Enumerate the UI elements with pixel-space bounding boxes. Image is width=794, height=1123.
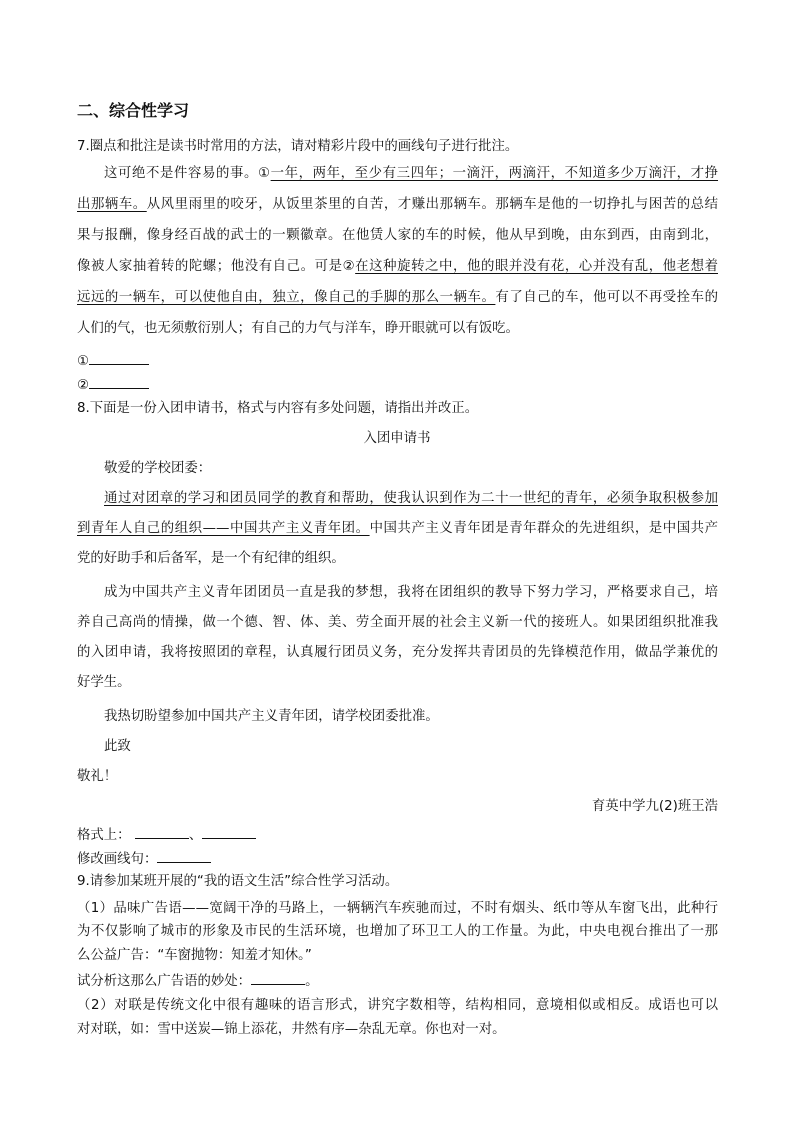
q7-passage-line-1 [104,166,718,182]
closing-line-1: 此致 [104,739,131,754]
q9-s1-question: 试分析这那么广告语的妙处： [77,974,252,989]
q7-answer-1 [77,352,718,370]
application-p3: 我热切盼望参加中国共产主义青年团，请学校团委批准。 [104,709,439,724]
q8-format-answer [77,826,718,844]
answer-blank[interactable] [251,972,305,985]
application-salutation: 敬爱的学校团委： [104,461,212,476]
q8-prompt: 8.下面是一份入团申请书，格式与内容有多处问题，请指出并改正。 [77,401,479,416]
section-title: 二、综合性学习 [77,101,190,120]
q8-revise-answer [77,850,718,868]
q7-passage-line-6: 人们的气，也无须敷衍别人；有自己的力气与洋车，睁开眼就可以有饭吃。 [77,321,519,336]
application-p1-line-3: 党的好助手和后备军，是一个有纪律的组织。 [77,551,345,566]
q7-answer-2 [77,376,718,394]
q7-passage-text: 从风里雨里的咬牙，从饭里茶里的自苦，才赚出那辆车。那辆车是他的一切挣扎与困苦的总结 [146,197,718,212]
answer-blank[interactable] [202,826,256,839]
q7-passage-text: 像被人家抽着转的陀螺；他没有自己。可是 [77,259,343,274]
q7-passage-line-5 [77,290,718,306]
q7-passage-line-2 [77,197,718,213]
application-title: 入团申请书 [363,431,431,446]
application-p2-line-2: 养自己高尚的情操，做一个德、智、体、美、劳全面开展的社会主义新一代的接班人。如果团组织批准我 [77,615,718,630]
application-p1-line-1 [104,491,718,507]
q7-marker-2: ② [342,259,356,274]
application-p1-line-2 [77,521,718,537]
q7-passage-line-3: 果与报酬，像身经百战的武士的一颗徽章。在他赁人家的车的时候，他从早到晚，由东到西，由南到北， [77,228,718,243]
closing-line-2: 敬礼！ [77,769,118,784]
answer-blank[interactable] [135,826,189,839]
q9-s1-period: 。 [305,974,319,989]
q7-passage-line-4 [77,259,718,275]
answer-marker: ② [77,378,90,393]
q9-s1-line-1: （1）品味广告语——宽阔干净的马路上，一辆辆汽车疾驰而过，不时有烟头、纸巾等从车窗飞出，此种行 [77,901,718,916]
q7-underlined-sentence-2-cont: 远远的一辆车，可以使他自由，独立，像自己的手脚的那么一辆车。 [77,290,496,305]
underlined-sentence-cont: 到青年人自己的组织——中国共产主义青年团。 [77,521,370,536]
q9-s1-line-4 [77,972,718,990]
format-separator: 、 [188,828,203,843]
answer-marker: ① [77,354,90,369]
q9-s1-line-3: 么公益广告：“车窗抛物：知羞才知休。” [77,948,312,963]
q7-passage-text: 这可绝不是件容易的事。 [104,166,258,181]
q7-prompt: 7.圈点和批注是读书时常用的方法，请对精彩片段中的画线句子进行批注。 [77,139,519,154]
q7-marker-1: ① [258,166,271,181]
answer-blank[interactable] [89,376,149,389]
application-text: 中国共产主义青年团是青年群众的先进组织，是中国共产 [369,521,719,536]
application-signature: 育英中学九(2)班王浩 [591,799,718,814]
revise-label: 修改画线句： [77,852,158,867]
q7-passage-text: 有了自己的车，他可以不再受拴车的 [495,290,718,305]
q9-s1-line-2: 为不仅影响了城市的形象及市民的生活环境，也增加了环卫工人的工作量。为此，中央电视台推出了一那 [77,924,718,939]
q7-underlined-sentence-1: 一年，两年，至少有三四年；一滴汗，两滴汗，不知道多少万滴汗，才挣 [270,166,719,181]
format-label: 格式上： [77,828,131,843]
q7-underlined-sentence-1-cont: 出那辆车。 [77,197,147,212]
q9-prompt: 9.请参加某班开展的“我的语文生活”综合性学习活动。 [77,874,399,889]
q9-s2-line-1: （2）对联是传统文化中很有趣味的语言形式，讲究字数相等，结构相同，意境相似或相反。成语也可以 [77,998,718,1013]
underlined-sentence: 通过对团章的学习和团员同学的教育和帮助，使我认识到作为二十一世纪的青年，必须争取积极参加 [104,491,718,506]
application-p2-line-4: 好学生。 [77,675,131,690]
application-p2-line-3: 的入团申请，我将按照团的章程，认真履行团员义务，充分发挥共青团员的先锋模范作用，做品学兼优的 [77,645,718,660]
application-p2-line-1: 成为中国共产主义青年团团员一直是我的梦想，我将在团组织的教导下努力学习，严格要求自己，培 [104,585,718,600]
answer-blank[interactable] [157,850,211,863]
q7-underlined-sentence-2: 在这种旋转之中，他的眼并没有花，心并没有乱，他老想着 [355,259,718,274]
answer-blank[interactable] [89,352,149,365]
q9-s2-line-2: 对对联，如：雪中送炭—锦上添花，井然有序—杂乱无章。你也对一对。 [77,1022,506,1037]
